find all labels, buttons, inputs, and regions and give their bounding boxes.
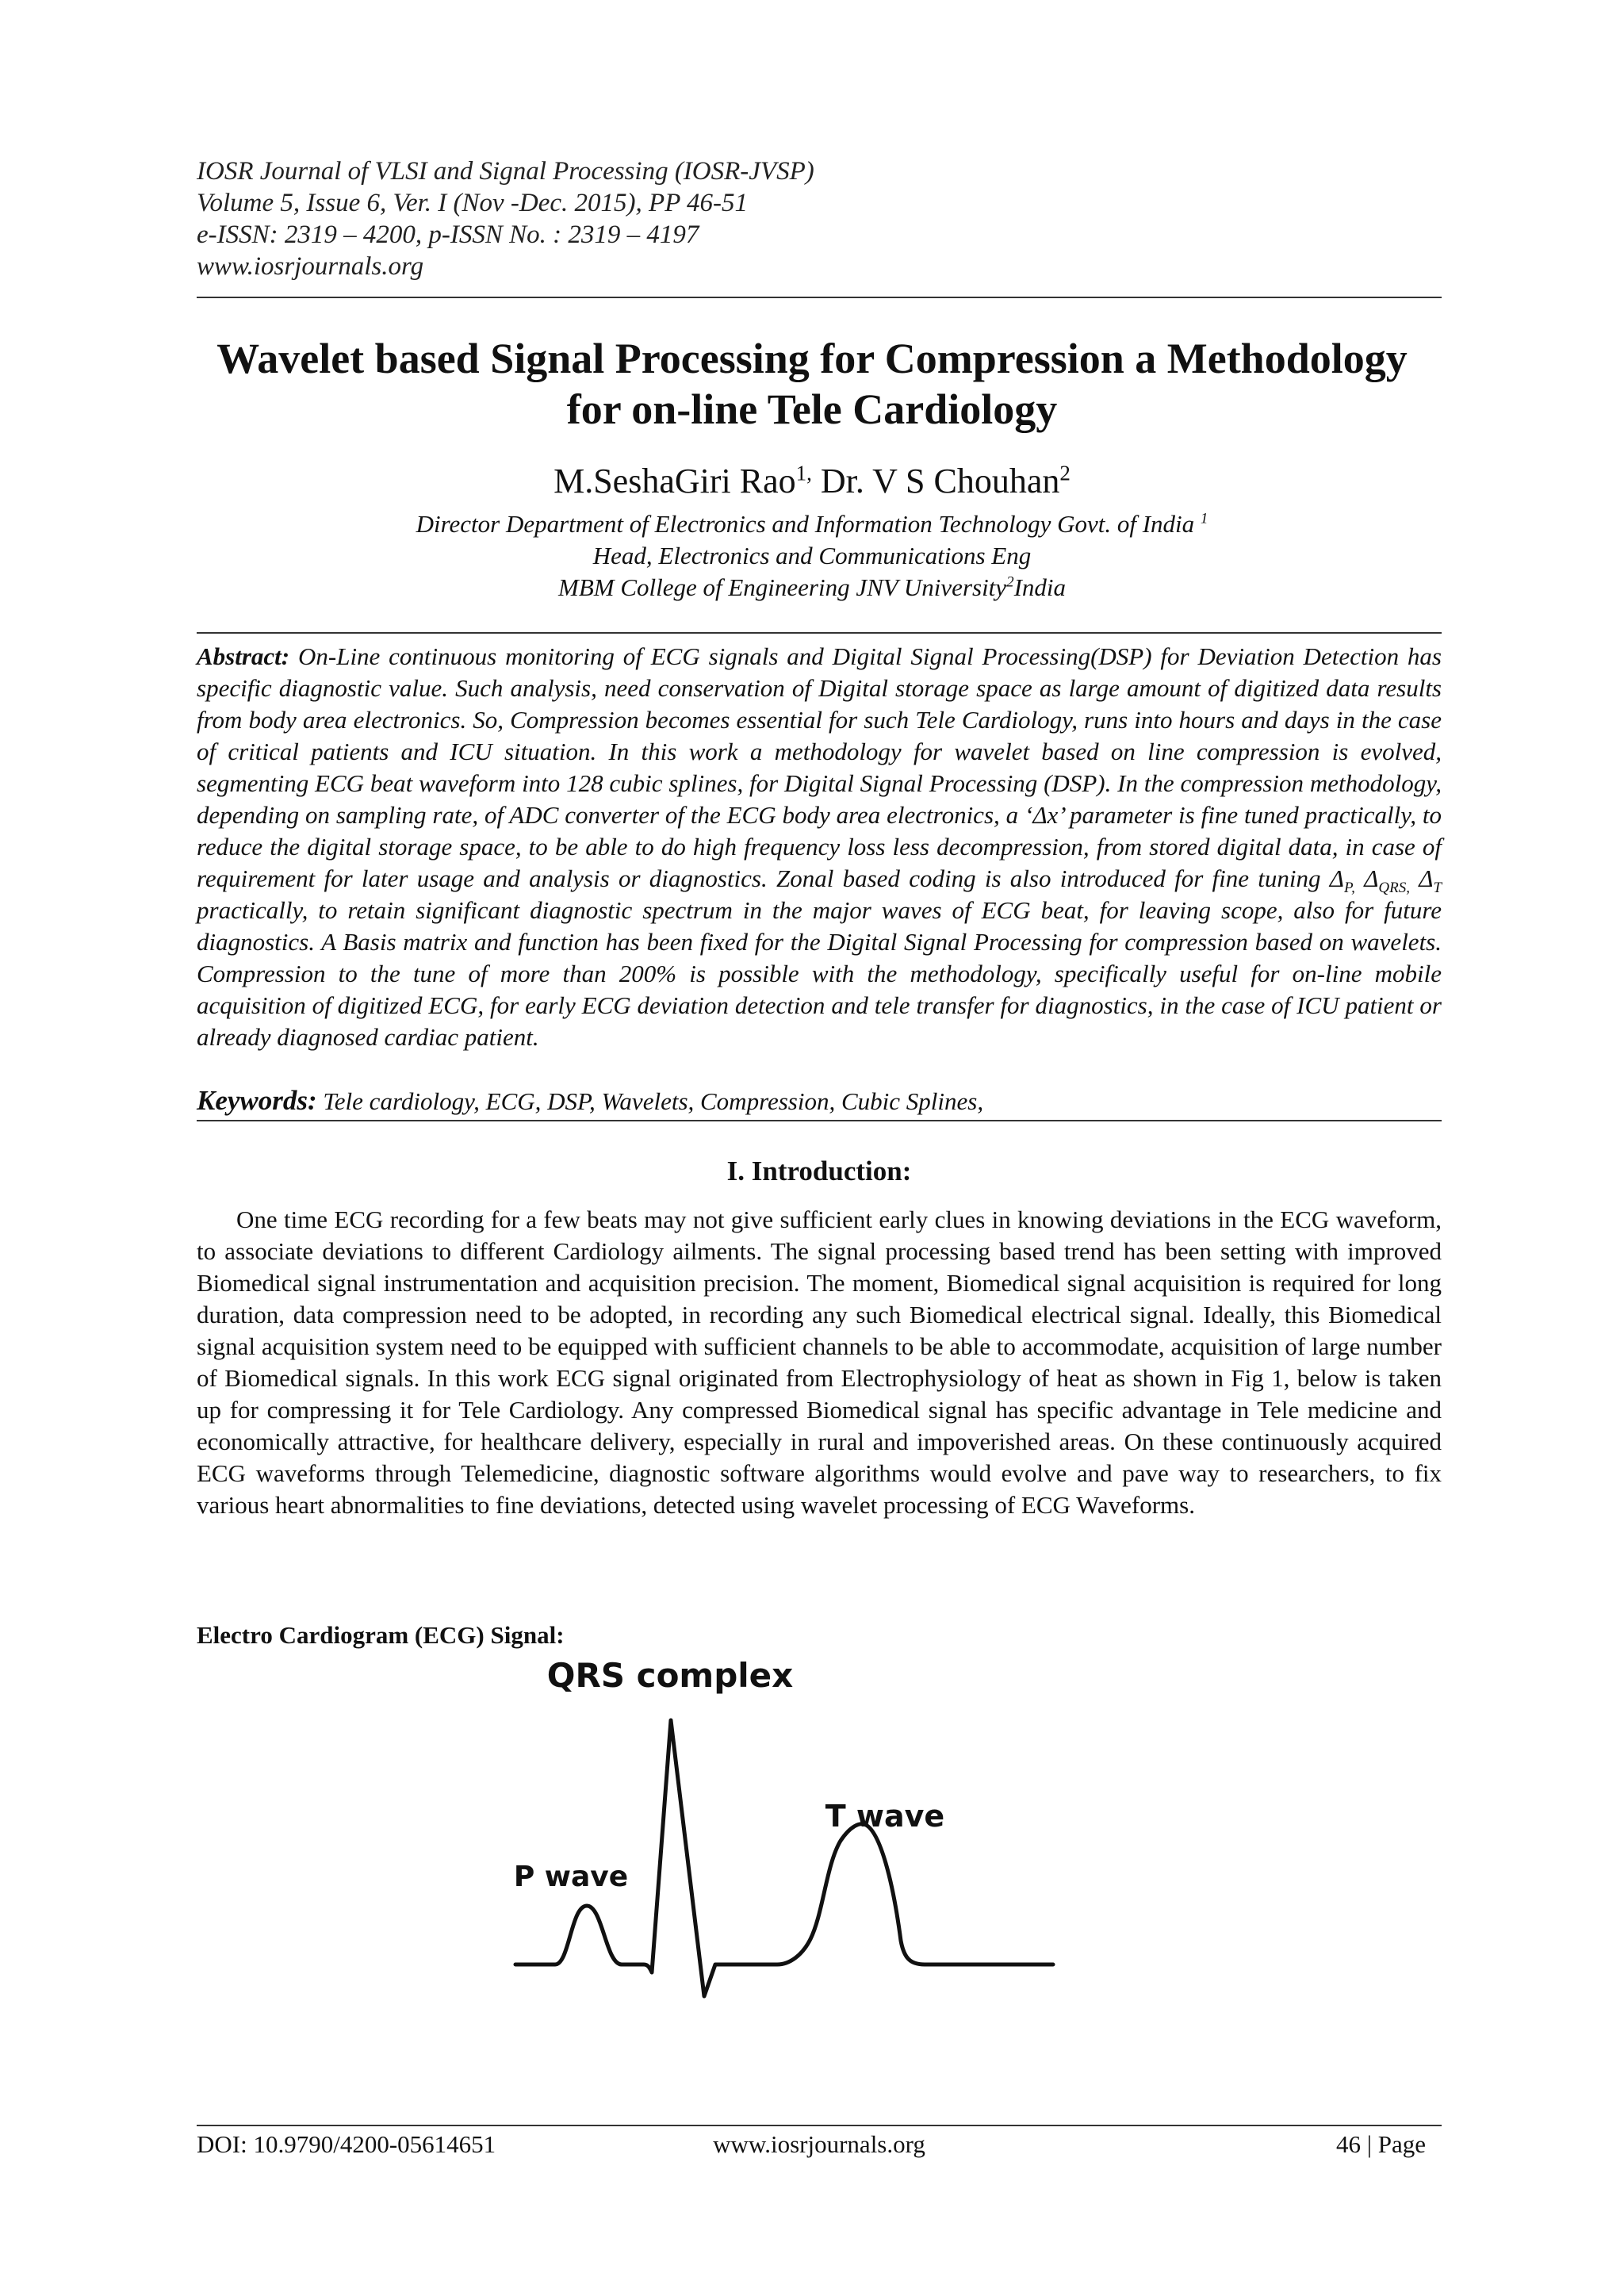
author-affiliation-mark: 1, xyxy=(795,461,812,485)
delta-subscript: QRS, xyxy=(1378,880,1410,897)
journal-website: www.iosrjournals.org xyxy=(197,252,424,281)
abstract xyxy=(197,641,1442,1053)
delta-qrs-symbol xyxy=(1364,864,1410,897)
abstract-text: On-Line continuous monitoring of ECG signals and Digital Signal Processing(DSP) for Deviation Detection has specific diagnostic value. Such analysis, need conservation of Digital storage space as large amount of digitized data results from body area electronics. So, Compression becomes essential for such Tele Cardiology, runs into hours and days in the case of critical patients and ICU situation. In this work a methodology for wavelet based on line compression is evolved, segmenting ECG beat waveform into 128 cubic splines, for Digital Signal Processing (DSP). In the compression methodology, depending on sampling rate, of ADC converter of the ECG body area electronics, a ‘Δx’ parameter is fine tuned practically, to reduce the digital storage space, to be able to do high frequency loss less decompression, from stored digital data, in case of requirement for later usage and analysis or diagnostics. Zonal based coding is also introduced for fine tuning xyxy=(197,642,1442,892)
keywords-label: Keywords: xyxy=(197,1085,317,1116)
delta-t-symbol xyxy=(1419,864,1442,897)
p-wave-label: P wave xyxy=(513,1861,629,1893)
affiliation-3 xyxy=(159,572,1465,604)
paper-title-line1: Wavelet based Signal Processing for Compression a Methodology xyxy=(216,335,1408,382)
affiliation-text: India xyxy=(1013,573,1066,601)
page-footer xyxy=(197,2129,1442,2160)
ecg-waveform-figure xyxy=(508,1654,1063,2042)
journal-issn: e-ISSN: 2319 – 4200, p-ISSN No. : 2319 – 4197 xyxy=(197,220,699,249)
footer-page-number: 46 | Page xyxy=(1336,2130,1426,2158)
affiliation-2: Head, Electronics and Communications Eng xyxy=(592,542,1032,569)
qrs-complex-label: QRS complex xyxy=(546,1656,794,1695)
affiliations xyxy=(159,508,1465,604)
journal-volume: Volume 5, Issue 6, Ver. I (Nov -Dec. 2015), PP 46-51 xyxy=(197,189,748,217)
keywords-text: Tele cardiology, ECG, DSP, Wavelets, Compression, Cubic Splines, xyxy=(316,1087,984,1115)
paper-title xyxy=(159,333,1465,435)
delta-subscript: P, xyxy=(1344,880,1355,897)
affiliation-1 xyxy=(159,508,1465,540)
journal-name: IOSR Journal of VLSI and Signal Processing (IOSR-JVSP) xyxy=(197,157,814,186)
delta-symbol: Δ xyxy=(1364,864,1379,892)
footer-website: www.iosrjournals.org xyxy=(713,2130,925,2158)
delta-subscript: T xyxy=(1433,880,1442,897)
affiliation-text: Director Department of Electronics and Information Technology Govt. of India xyxy=(416,510,1201,538)
footer-doi: DOI: 10.9790/4200-05614651 xyxy=(197,2130,496,2158)
affiliation-text: MBM College of Engineering JNV University xyxy=(558,573,1007,601)
author-name: Dr. V S Chouhan xyxy=(811,462,1060,500)
keywords-bottom-rule xyxy=(197,1120,1442,1121)
section-heading: I. Introduction: xyxy=(726,1156,912,1186)
delta-p-symbol xyxy=(1329,864,1355,897)
t-wave-label: T wave xyxy=(825,1799,945,1834)
paper-title-line2: for on-line Tele Cardiology xyxy=(566,385,1058,433)
author-line xyxy=(159,460,1465,503)
delta-symbol: Δ xyxy=(1329,864,1344,892)
author-affiliation-mark: 2 xyxy=(1059,461,1071,485)
journal-header xyxy=(197,155,1442,282)
header-rule xyxy=(197,297,1442,298)
affiliation-mark: 2 xyxy=(1006,573,1014,591)
keywords xyxy=(197,1085,1442,1117)
introduction-paragraph: One time ECG recording for a few beats may not give sufficient early clues in knowing deviations in the ECG waveform, to associate deviations to different Cardiology ailments. The signal processing based trend has been setting with improved Biomedical signal instrumentation and acquisition precision. The moment, Biomedical signal acquisition is required for long duration, data compression need to be adopted, in recording any such Biomedical electrical signal. Ideally, this Biomedical signal acquisition system need to be equipped with sufficient channels to be able to accommodate, acquisition of large number of Biomedical signals. In this work ECG signal originated from Electrophysiology of heat as shown in Fig 1, below is taken up for compressing it for Tele Cardiology. Any compressed Biomedical signal has specific advantage in Tele medicine and economically attractive, for healthcare delivery, especially in rural and impoverished areas. On these continuously acquired ECG waveforms through Telemedicine, diagnostic software algorithms would evolve and pave way to researchers, to fix various heart abnormalities to fine deviations, detected using wavelet processing of ECG Waveforms. xyxy=(197,1205,1442,1519)
ecg-waveform-line xyxy=(515,1720,1053,1996)
figure-section-label: Electro Cardiogram (ECG) Signal: xyxy=(197,1621,565,1649)
delta-symbol: Δ xyxy=(1419,864,1434,892)
abstract-text: practically, to retain significant diagnostic spectrum in the major waves of ECG beat, for leaving scope, also for future diagnostics. A Basis matrix and function has been fixed for the Digital Signal Processing for compression based on wavelets. Compression to the tune of more than 200% is possible with the methodology, specifically useful for on-line mobile acquisition of digitized ECG, for early ECG deviation detection and tele transfer for diagnostics, in the case of ICU patient or already diagnosed cardiac patient. xyxy=(197,896,1442,1051)
footer-rule xyxy=(197,2125,1442,2126)
abstract-top-rule xyxy=(197,632,1442,634)
introduction-body xyxy=(197,1204,1442,1521)
affiliation-mark: 1 xyxy=(1200,510,1208,527)
abstract-label: Abstract: xyxy=(197,642,290,670)
author-name: M.SeshaGiri Rao xyxy=(553,462,796,500)
